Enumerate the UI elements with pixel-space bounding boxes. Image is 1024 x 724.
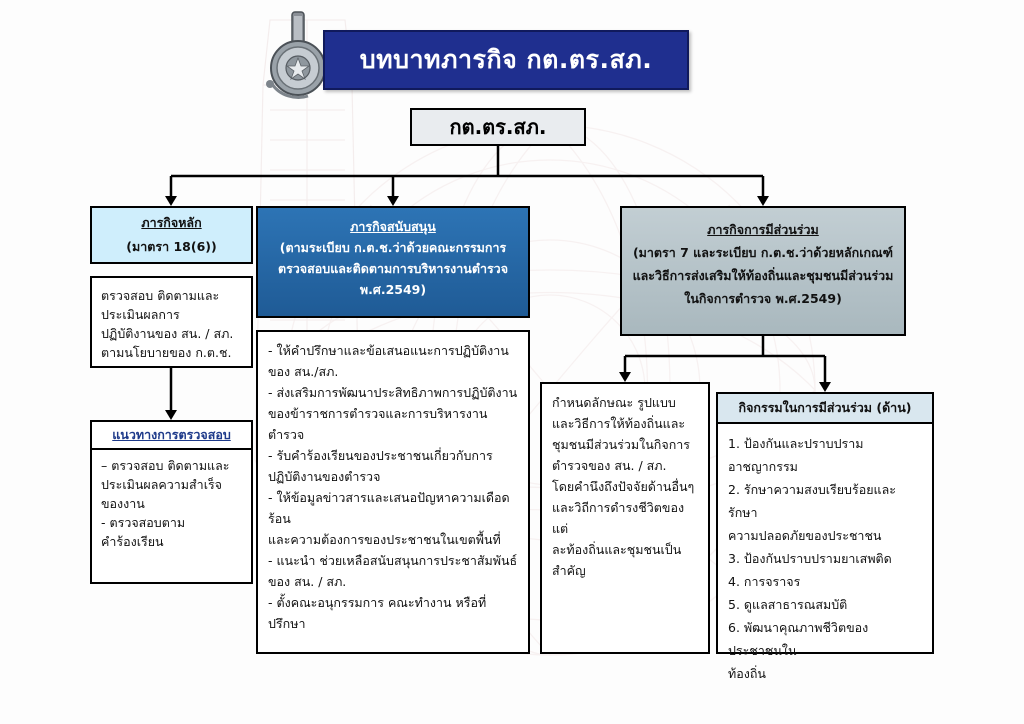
participation-mission-header-line3: และวิธีการส่งเสริมให้ท้องถิ่นและชุมชนมีส่วนร่วม xyxy=(632,268,894,283)
participation-activity-item: 6. พัฒนาคุณภาพชีวิตของประชาชนใน xyxy=(728,620,869,658)
participation-forms-line: สำคัญ xyxy=(552,563,586,578)
participation-activities-body xyxy=(716,424,934,681)
support-mission-line: ของ สน. / สภ. xyxy=(268,574,347,589)
participation-activity-item: ท้องถิ่น xyxy=(728,666,766,681)
participation-forms-line: และวิธีการให้ท้องถิ่นและ xyxy=(552,416,686,431)
inspection-guideline-line: – ตรวจสอบ ติดตามและ xyxy=(101,458,230,473)
support-mission-body xyxy=(256,330,530,654)
participation-activity-item: ความปลอดภัยของประชาชน xyxy=(728,528,882,543)
support-mission-line: - ส่งเสริมการพัฒนาประสิทธิภาพการปฏิบัติงาน xyxy=(268,385,518,400)
page-title-banner xyxy=(323,30,689,90)
participation-activity-item: 5. ดูแลสาธารณสมบัติ xyxy=(728,597,848,612)
support-mission-line: - ให้ข้อมูลข่าวสารและเสนอปัญหาความเดือดร้อน xyxy=(268,490,510,526)
support-mission-line: - ตั้งคณะอนุกรรมการ คณะทำงาน หรือที่ปรึกษา xyxy=(268,595,487,631)
support-mission-header-line2: (ตามระเบียบ ก.ต.ช.ว่าด้วยคณะกรรมการ xyxy=(279,240,507,255)
main-mission-header-subtitle: (มาตรา 18(6)) xyxy=(126,239,217,254)
participation-activities-header xyxy=(716,392,934,424)
inspection-guideline-header xyxy=(90,420,253,450)
main-mission-line: ปฏิบัติงานของ สน. / สภ. xyxy=(101,326,234,341)
main-mission-line: ตรวจสอบ ติดตามและ xyxy=(101,288,220,303)
support-mission-header-line4: พ.ศ.2549) xyxy=(359,282,427,297)
participation-forms-body xyxy=(540,382,710,654)
inspection-guideline-line: - ตรวจสอบตาม xyxy=(101,515,186,530)
participation-activities-title: กิจกรรมในการมีส่วนร่วม (ด้าน) xyxy=(738,400,912,415)
participation-forms-line: และวิถีการดำรงชีวิตของแต่ xyxy=(552,500,685,536)
support-mission-line: ของข้าราชการตำรวจและการบริหารงานตำรวจ xyxy=(268,406,488,442)
main-mission-line: ประเมินผลการ xyxy=(101,307,180,322)
inspection-guideline-title: แนวทางการตรวจสอบ xyxy=(112,427,231,442)
support-mission-line: และความต้องการของประชาชนในเขตพื้นที่ xyxy=(268,532,501,547)
participation-forms-line: ชุมชนมีส่วนร่วมในกิจการ xyxy=(552,437,691,452)
root-node-label: กต.ตร.สภ. xyxy=(449,115,547,139)
participation-activity-item: 1. ป้องกันและปราบปรามอาชญากรรม xyxy=(728,436,864,474)
support-mission-line: ของ สน./สภ. xyxy=(268,364,339,379)
participation-activity-item: 3. ป้องกันปราบปรามยาเสพติด xyxy=(728,551,892,566)
participation-mission-header-title: ภารกิจการมีส่วนร่วม xyxy=(707,222,819,237)
main-mission-body xyxy=(90,276,253,368)
support-mission-header-line3: ตรวจสอบและติดตามการบริหารงานตำรวจ xyxy=(277,261,509,276)
support-mission-line: - รับคำร้องเรียนของประชาชนเกี่ยวกับการ xyxy=(268,448,493,463)
page-title: บทบาทภารกิจ กต.ตร.สภ. xyxy=(359,45,653,74)
inspection-guideline-body xyxy=(90,450,253,584)
participation-activity-item: 4. การจราจร xyxy=(728,574,801,589)
inspection-guideline-line: ของงาน xyxy=(101,496,145,511)
participation-forms-line: กำหนดลักษณะ รูปแบบ xyxy=(552,395,676,410)
participation-mission-header xyxy=(620,206,906,336)
main-mission-header-title: ภารกิจหลัก xyxy=(141,215,202,230)
inspection-guideline-line: ประเมินผลความสำเร็จ xyxy=(101,477,223,492)
support-mission-header-title: ภารกิจสนับสนุน xyxy=(350,219,436,234)
main-mission-line: ตามนโยบายของ ก.ต.ช. xyxy=(101,345,232,360)
support-mission-line: - ให้คำปรึกษาและข้อเสนอแนะการปฏิบัติงาน xyxy=(268,343,509,358)
root-node xyxy=(410,108,586,146)
participation-activity-item: 2. รักษาความสงบเรียบร้อยและรักษา xyxy=(728,482,896,520)
inspection-guideline-line: คำร้องเรียน xyxy=(101,534,164,549)
participation-forms-line: ละท้องถิ่นและชุมชนเป็น xyxy=(552,542,682,557)
support-mission-header xyxy=(256,206,530,318)
participation-forms-line: โดยคำนึงถึงปัจจัยด้านอื่นๆ xyxy=(552,479,695,494)
support-mission-line: - แนะนำ ช่วยเหลือสนับสนุนการประชาสัมพันธ์ xyxy=(268,553,518,568)
participation-forms-line: ตำรวจของ สน. / สภ. xyxy=(552,458,667,473)
main-mission-header xyxy=(90,206,253,264)
participation-mission-header-line2: (มาตรา 7 และระเบียบ ก.ต.ช.ว่าด้วยหลักเกณฑ์ xyxy=(632,245,894,260)
participation-mission-header-line4: ในกิจการตำรวจ พ.ศ.2549) xyxy=(684,291,842,306)
support-mission-line: ปฏิบัติงานของตำรวจ xyxy=(268,469,381,484)
